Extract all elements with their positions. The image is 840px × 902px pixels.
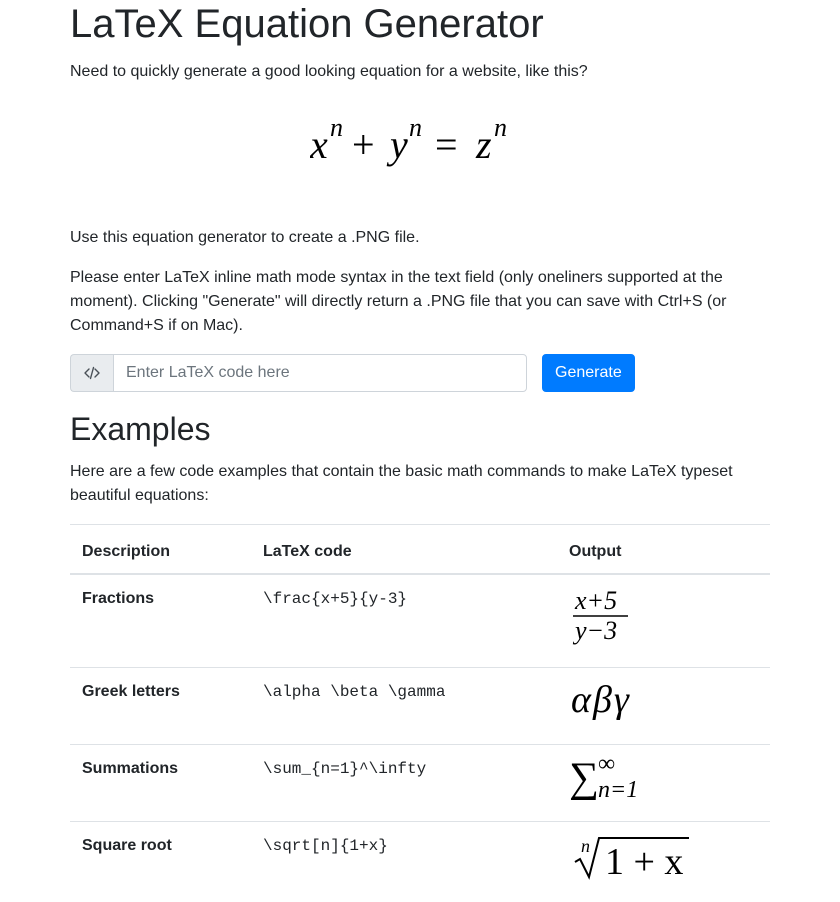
table-row xyxy=(70,745,770,822)
greek-output xyxy=(569,680,659,724)
sqrt-index: n xyxy=(581,836,590,856)
hero-exp-2: n xyxy=(409,113,422,142)
generate-form xyxy=(70,354,770,392)
row-output xyxy=(557,574,770,668)
table-row xyxy=(70,822,770,902)
hero-z: z xyxy=(475,122,492,167)
examples-table xyxy=(70,524,770,902)
fraction-output xyxy=(569,587,639,647)
row-output xyxy=(557,745,770,822)
sum-symbol: ∑ xyxy=(569,757,599,801)
row-code: \alpha \beta \gamma xyxy=(251,668,557,745)
row-description: Square root xyxy=(70,822,251,902)
table-row xyxy=(70,574,770,668)
row-code: \sum_{n=1}^\infty xyxy=(251,745,557,822)
row-description: Summations xyxy=(70,745,251,822)
hero-equation xyxy=(70,112,770,176)
table-row xyxy=(70,668,770,745)
examples-heading: Examples xyxy=(70,410,770,448)
header-output: Output xyxy=(557,525,770,575)
row-description: Greek letters xyxy=(70,668,251,745)
code-icon xyxy=(70,354,113,392)
sum-superscript: ∞ xyxy=(598,757,615,777)
hero-exp-1: n xyxy=(330,113,343,142)
hero-x: x xyxy=(310,122,328,167)
generate-button[interactable]: Generate xyxy=(542,354,635,392)
sqrt-output xyxy=(569,834,699,882)
row-description: Fractions xyxy=(70,574,251,668)
description-paragraph-2: Please enter LaTeX inline math mode syntax in the text field (only oneliners supported at the moment). Clicking "Generate" will directly return a .PNG file that you can save with Ctrl+S (or Command+S if on Mac). xyxy=(70,266,770,338)
row-code: \sqrt[n]{1+x} xyxy=(251,822,557,902)
row-code: \frac{x+5}{y-3} xyxy=(251,574,557,668)
page-title: LaTeX Equation Generator xyxy=(70,0,770,46)
sum-subscript: n=1 xyxy=(598,777,638,801)
sqrt-radicand: 1 + x xyxy=(605,841,683,882)
description-paragraph-1: Use this equation generator to create a .PNG file. xyxy=(70,226,770,250)
summation-output xyxy=(569,757,659,801)
hero-equation-graphic xyxy=(310,112,530,176)
fraction-numerator: x+5 xyxy=(574,587,617,615)
examples-intro: Here are a few code examples that contain the basic math commands to make LaTeX typeset beautiful equations: xyxy=(70,460,770,508)
hero-equals: = xyxy=(435,122,458,167)
hero-plus: + xyxy=(352,122,375,167)
main-container xyxy=(70,0,770,902)
row-output xyxy=(557,822,770,902)
header-code: LaTeX code xyxy=(251,525,557,575)
latex-input-group xyxy=(70,354,527,392)
hero-exp-3: n xyxy=(494,113,507,142)
intro-text: Need to quickly generate a good looking equation for a website, like this? xyxy=(70,60,770,84)
header-description: Description xyxy=(70,525,251,575)
fraction-denominator: y−3 xyxy=(572,616,617,645)
greek-letters: αβγ xyxy=(571,680,631,721)
row-output xyxy=(557,668,770,745)
latex-input[interactable] xyxy=(113,354,527,392)
table-header-row xyxy=(70,525,770,575)
hero-y: y xyxy=(386,122,408,167)
